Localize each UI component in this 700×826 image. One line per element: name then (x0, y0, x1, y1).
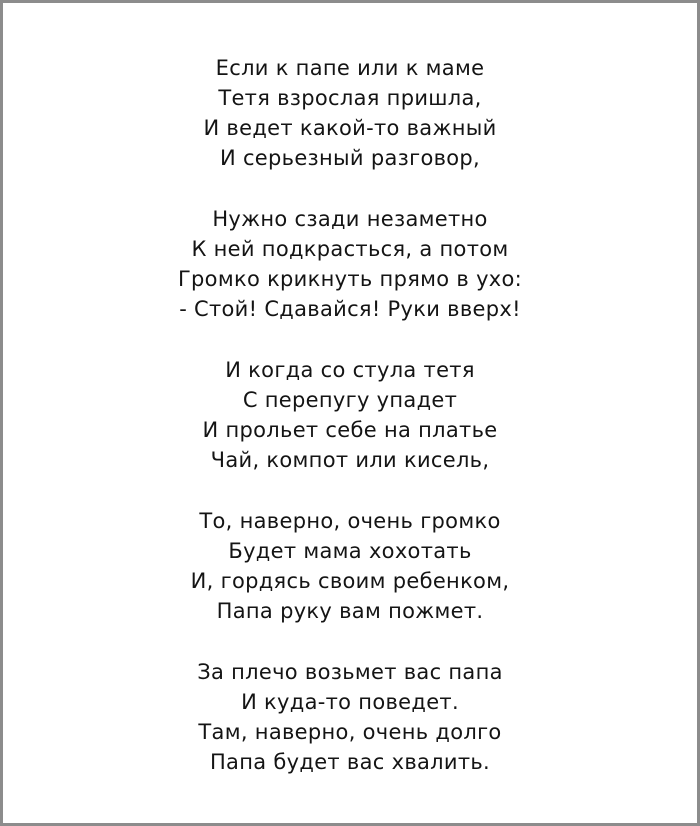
stanza-5 (3, 657, 697, 777)
poem-line: За плечо возьмет вас папа (197, 660, 503, 684)
poem-line: И прольет себе на платье (202, 418, 498, 442)
poem-line: К ней подкрасться, а потом (191, 237, 509, 261)
poem-line: И когда со стула тетя (225, 358, 475, 382)
stanza-1 (3, 53, 697, 173)
poem-line: - Стой! Сдавайся! Руки вверх! (179, 297, 521, 321)
poem-line: Громко крикнуть прямо в ухо: (177, 267, 523, 291)
poem-line: И ведет какой-то важный (203, 116, 497, 140)
poem-line: И куда-то поведет. (241, 690, 459, 714)
poem-line: Если к папе или к маме (215, 56, 485, 80)
poem (3, 53, 697, 808)
poem-line: То, наверно, очень громко (199, 509, 501, 533)
stanza-4 (3, 506, 697, 626)
poem-line: Нужно сзади незаметно (212, 207, 488, 231)
stanza-3 (3, 355, 697, 475)
poem-line: Папа будет вас хвалить. (209, 750, 491, 774)
poem-line: Тетя взрослая пришла, (218, 86, 482, 110)
poem-line: И, гордясь своим ребенком, (190, 569, 510, 593)
poem-line: Там, наверно, очень долго (198, 720, 502, 744)
poem-line: Папа руку вам пожмет. (216, 599, 484, 623)
poem-line: И серьезный разговор, (219, 146, 481, 170)
poem-line: С перепугу упадет (242, 388, 458, 412)
poem-line: Будет мама хохотать (228, 539, 472, 563)
poem-line: Чай, компот или кисель, (210, 448, 490, 472)
stanza-2 (3, 204, 697, 324)
